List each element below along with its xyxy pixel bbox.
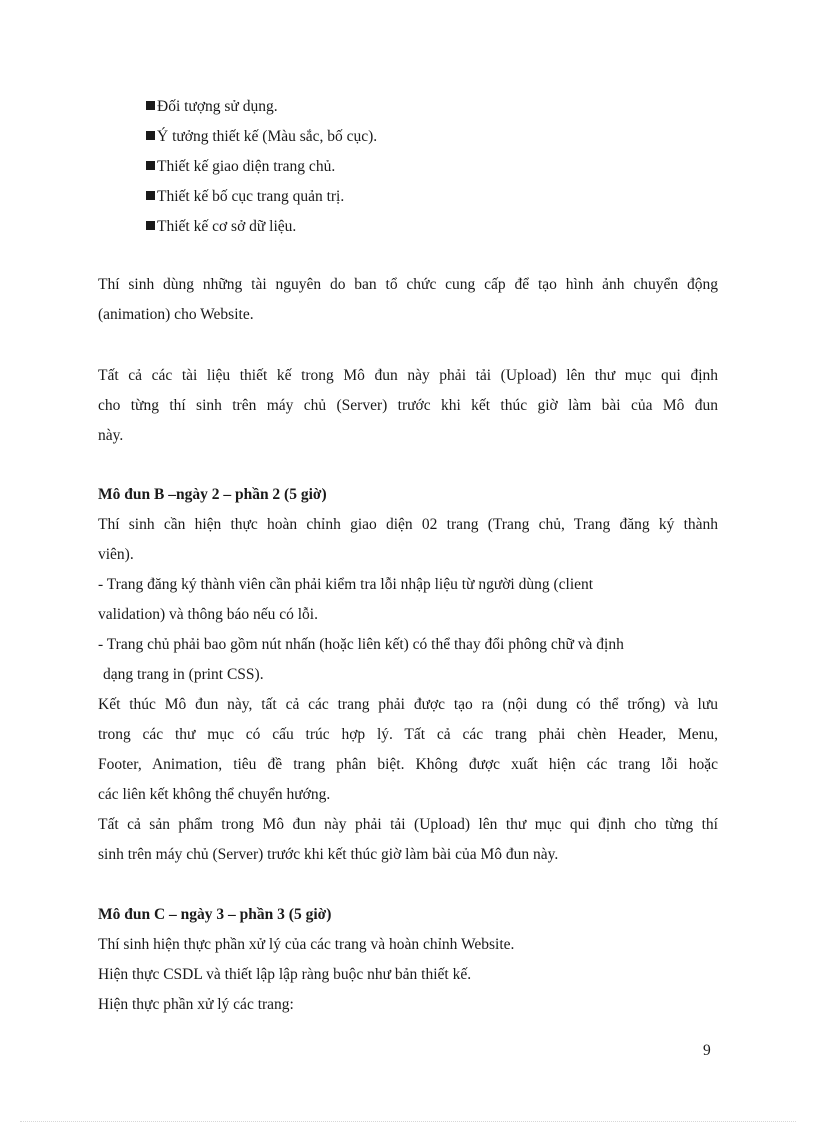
section-module-c: Mô đun C – ngày 3 – phần 3 (5 giờ) Thí sinh hiện thực phần xử lý của các trang và hoàn chỉnh Website. Hiện thực CSDL và thiết lập lập ràng buộc như bản thiết kế. Hiện thực phần xử lý các trang: xyxy=(98,900,718,1020)
square-bullet-icon xyxy=(146,221,155,230)
list-item: Đối tượng sử dụng. xyxy=(146,96,706,126)
list-item: Ý tưởng thiết kế (Màu sắc, bố cục). xyxy=(146,126,706,156)
page-number: 9 xyxy=(703,1042,711,1059)
section-module-b: Mô đun B –ngày 2 – phần 2 (5 giờ) Thí sinh cần hiện thực hoàn chỉnh giao diện 02 trang (Trang chủ, Trang đăng ký thành viên). - Trang đăng ký thành viên cần phải kiểm tra lỗi nhập liệu từ người dùng (client validation) và thông báo nếu có lỗi. - Trang chủ phải bao gồm nút nhấn (hoặc liên kết) có thể thay đổi phông chữ và định dạng trang in (print CSS). Kết thúc Mô đun này, tất cả các trang phải được tạo ra (nội dung có thể trống) và lưu trong các thư mục có cấu trúc hợp lý. Tất cả các trang phải chèn Header, Menu, Footer, Animation, tiêu đề trang phân biệt. Không được xuất hiện các trang lỗi hoặc các liên kết không thể chuyển hướng. Tất cả sản phẩm trong Mô đun này phải tải (Upload) lên thư mục qui định cho từng thí sinh trên máy chủ (Server) trước khi kết thúc giờ làm bài của Mô đun này. xyxy=(98,480,718,870)
square-bullet-icon xyxy=(146,191,155,200)
section-heading: Mô đun C – ngày 3 – phần 3 (5 giờ) xyxy=(98,906,332,923)
bullet-list xyxy=(146,96,706,246)
paragraph-animation: Thí sinh dùng những tài nguyên do ban tổ chức cung cấp để tạo hình ảnh chuyển động (animation) cho Website. xyxy=(98,276,718,323)
square-bullet-icon xyxy=(146,131,155,140)
list-item: Thiết kế giao diện trang chủ. xyxy=(146,156,706,186)
square-bullet-icon xyxy=(146,101,155,110)
section-heading: Mô đun B –ngày 2 – phần 2 (5 giờ) xyxy=(98,486,327,503)
paragraph-upload-design: Tất cả các tài liệu thiết kế trong Mô đun này phải tải (Upload) lên thư mục qui định cho từng thí sinh trên máy chủ (Server) trước khi kết thúc giờ làm bài của Mô đun này. xyxy=(98,367,718,444)
page-bottom-divider xyxy=(20,1121,796,1122)
square-bullet-icon xyxy=(146,161,155,170)
list-item: Thiết kế cơ sở dữ liệu. xyxy=(146,216,706,246)
list-item: Thiết kế bố cục trang quản trị. xyxy=(146,186,706,216)
